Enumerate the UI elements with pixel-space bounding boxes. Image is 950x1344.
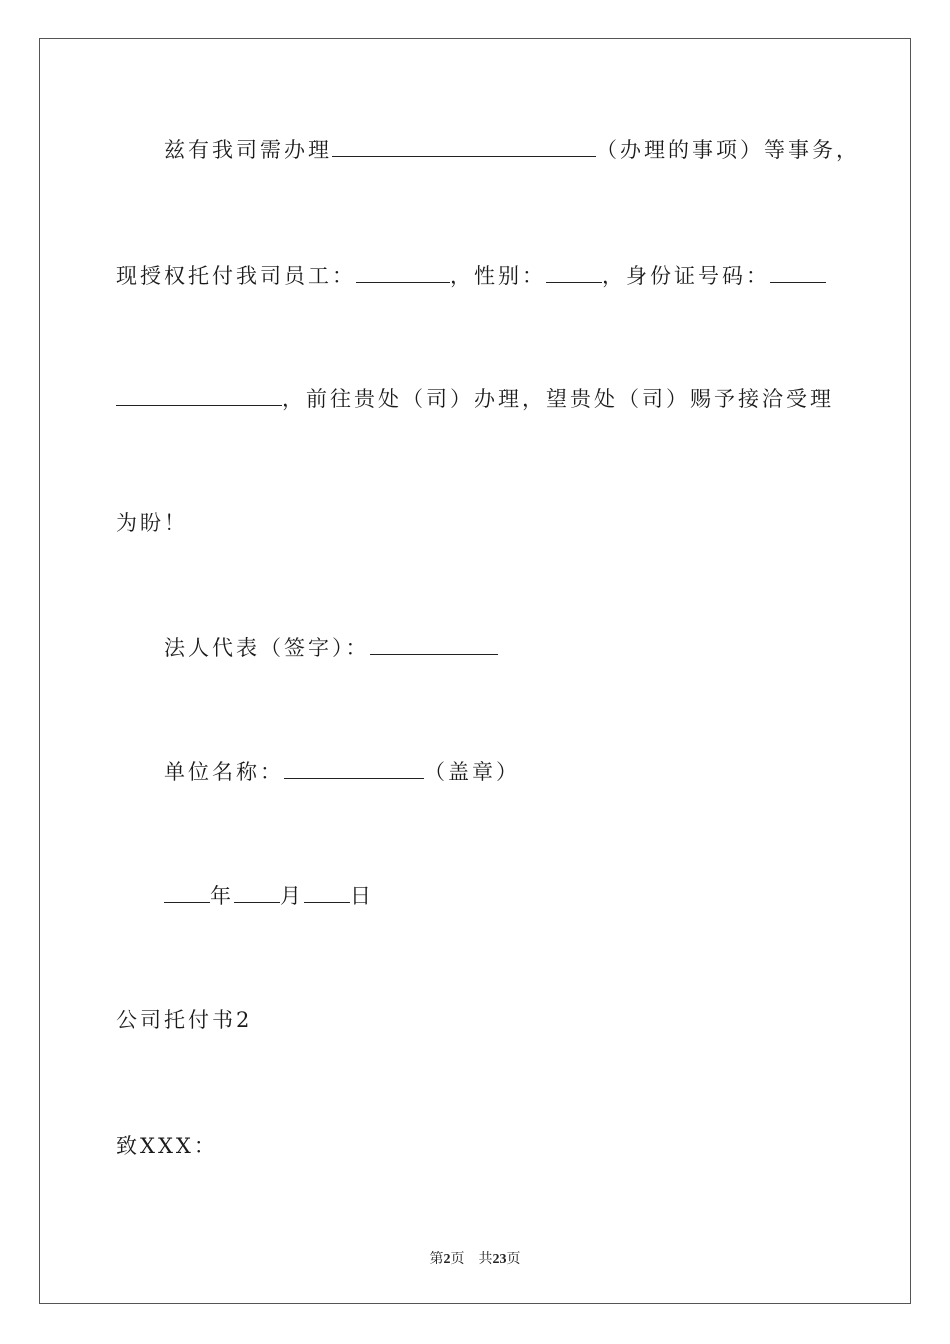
section-2-title (116, 1006, 252, 1034)
employee-name-blank[interactable] (356, 262, 450, 283)
id-number-blank[interactable] (770, 262, 826, 283)
paragraph-1-suffix: （办理的事项）等事务， (596, 138, 860, 162)
legal-rep-line (164, 634, 498, 662)
page-footer (0, 1248, 950, 1268)
total-suffix: 页 (506, 1252, 521, 1267)
unit-name-blank[interactable] (284, 758, 424, 779)
addressee-text: 致XXX： (116, 1134, 218, 1158)
matter-blank[interactable] (332, 136, 596, 157)
addressee-line (116, 1132, 218, 1160)
paragraph-2-prefix: 现授权托付我司员工： (116, 264, 356, 288)
section-2-title-text: 公司托付书2 (116, 1008, 253, 1032)
date-line (164, 882, 374, 910)
month-blank[interactable] (234, 882, 280, 903)
total-pages: 23 (492, 1252, 507, 1267)
paragraph-4 (116, 509, 188, 537)
unit-name-line (164, 758, 520, 786)
paragraph-3-text: ，前往贵处（司）办理，望贵处（司）赐予接洽受理 (282, 387, 834, 411)
total-prefix: 共 (478, 1252, 493, 1267)
seal-label: （盖章） (424, 760, 520, 784)
legal-rep-label: 法人代表（签字）： (164, 636, 370, 660)
year-blank[interactable] (164, 882, 210, 903)
gender-label: ，性别： (450, 264, 546, 288)
month-label: 月 (280, 884, 304, 908)
unit-name-label: 单位名称： (164, 760, 284, 784)
gender-blank[interactable] (546, 262, 602, 283)
page-prefix: 第 (429, 1252, 444, 1267)
id-number-blank-continued[interactable] (116, 385, 282, 406)
paragraph-3 (116, 385, 834, 413)
paragraph-4-text: 为盼！ (116, 511, 188, 535)
page-border (39, 38, 911, 1304)
paragraph-1 (164, 136, 860, 164)
page-suffix: 页 (450, 1252, 465, 1267)
page-number: 2 (443, 1252, 451, 1267)
year-label: 年 (210, 884, 234, 908)
paragraph-2 (116, 262, 826, 290)
legal-rep-signature-blank[interactable] (370, 634, 498, 655)
day-label: 日 (350, 884, 374, 908)
id-number-label: ，身份证号码： (602, 264, 770, 288)
day-blank[interactable] (304, 882, 350, 903)
paragraph-1-prefix: 兹有我司需办理 (164, 138, 332, 162)
